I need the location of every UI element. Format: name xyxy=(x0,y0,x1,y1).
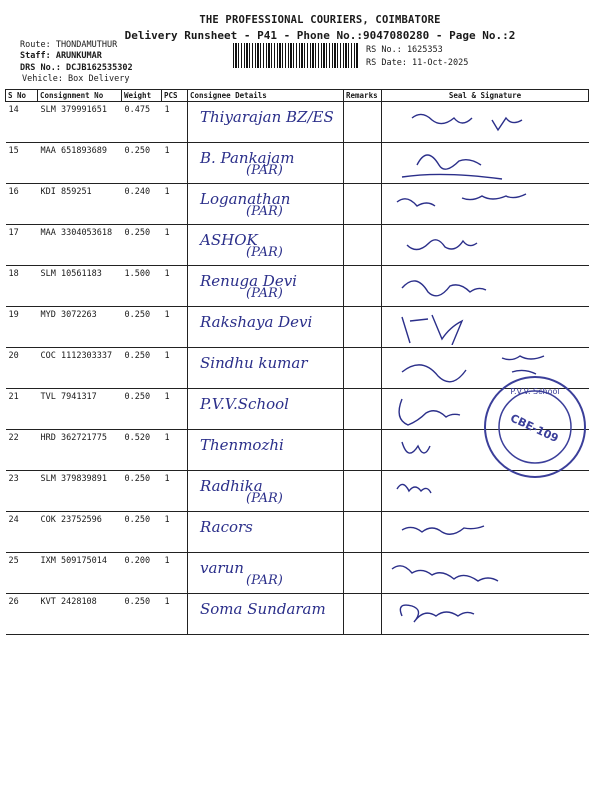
weight-cell: 0.200 xyxy=(122,553,162,594)
consignment-cell: SLM 379839891 xyxy=(38,471,122,512)
signature-scribble xyxy=(382,557,582,591)
consignee-cell xyxy=(188,471,344,512)
table-row xyxy=(6,102,589,143)
consignee-cell xyxy=(188,389,344,430)
signature-cell xyxy=(382,102,589,143)
signature-cell xyxy=(382,553,589,594)
signature-cell xyxy=(382,143,589,184)
weight-cell: 0.250 xyxy=(122,512,162,553)
par-note: (PAR) xyxy=(246,204,283,219)
signature-cell xyxy=(382,184,589,225)
pcs-cell: 1 xyxy=(162,471,188,512)
pcs-cell: 1 xyxy=(162,143,188,184)
pcs-cell: 1 xyxy=(162,307,188,348)
col-consignee-header: Consignee Details xyxy=(188,90,344,102)
consignment-cell: HRD 362721775 xyxy=(38,430,122,471)
table-row xyxy=(6,184,589,225)
weight-cell: 0.250 xyxy=(122,471,162,512)
table-row xyxy=(6,594,589,635)
weight-cell: 0.250 xyxy=(122,307,162,348)
consignee-cell xyxy=(188,512,344,553)
weight-cell: 0.250 xyxy=(122,594,162,635)
signature-scribble xyxy=(382,311,582,345)
sno-cell: 25 xyxy=(6,553,38,594)
staff-label: Staff: ARUNKUMAR xyxy=(20,51,102,61)
par-note: (PAR) xyxy=(246,286,283,301)
remarks-cell xyxy=(344,512,382,553)
weight-cell: 0.250 xyxy=(122,389,162,430)
consignee-cell xyxy=(188,143,344,184)
consignee-name: varun xyxy=(200,559,244,577)
consignee-cell xyxy=(188,102,344,143)
pcs-cell: 1 xyxy=(162,594,188,635)
school-seal-stamp xyxy=(480,372,590,482)
consignee-cell xyxy=(188,225,344,266)
table-row xyxy=(6,143,589,184)
barcode xyxy=(233,43,359,68)
consignment-cell: MAA 3304053618 xyxy=(38,225,122,266)
consignee-name: Radhika xyxy=(200,477,263,495)
runsheet-title: Delivery Runsheet - P41 - Phone No.:9047080280 - Page No.:2 xyxy=(124,29,516,42)
table-row xyxy=(6,307,589,348)
stamp-text: P.V.V. School xyxy=(510,387,560,396)
weight-cell: 0.240 xyxy=(122,184,162,225)
consignee-name: Thiyarajan BZ/ES xyxy=(200,108,334,126)
remarks-cell xyxy=(344,225,382,266)
table-header-row xyxy=(6,90,589,102)
remarks-cell xyxy=(344,430,382,471)
consignee-cell xyxy=(188,594,344,635)
weight-cell: 0.250 xyxy=(122,143,162,184)
col-consignment-header: Consignment No xyxy=(38,90,122,102)
col-pcs-header: PCS xyxy=(162,90,188,102)
consignment-cell: TVL 7941317 xyxy=(38,389,122,430)
consignment-cell: COC 1112303337 xyxy=(38,348,122,389)
pcs-cell: 1 xyxy=(162,225,188,266)
remarks-cell xyxy=(344,143,382,184)
remarks-cell xyxy=(344,594,382,635)
par-note: (PAR) xyxy=(246,573,283,588)
table-row xyxy=(6,266,589,307)
signature-scribble xyxy=(382,270,582,304)
signature-scribble xyxy=(382,147,582,181)
col-signature-header: Seal & Signature xyxy=(382,90,589,102)
signature-scribble xyxy=(382,516,582,550)
col-remarks-header: Remarks xyxy=(344,90,382,102)
rs-number: RS No.: 1625353 xyxy=(366,45,443,55)
company-title: THE PROFESSIONAL COURIERS, COIMBATORE xyxy=(199,14,441,26)
consignee-cell xyxy=(188,184,344,225)
consignment-cell: MYD 3072263 xyxy=(38,307,122,348)
pcs-cell: 1 xyxy=(162,184,188,225)
sno-cell: 24 xyxy=(6,512,38,553)
signature-scribble xyxy=(382,188,582,222)
sno-cell: 19 xyxy=(6,307,38,348)
par-note: (PAR) xyxy=(246,245,283,260)
pcs-cell: 1 xyxy=(162,266,188,307)
consignee-name: Soma Sundaram xyxy=(200,600,326,618)
sno-cell: 16 xyxy=(6,184,38,225)
consignee-name: Sindhu kumar xyxy=(200,354,308,372)
route-label: Route: THONDAMUTHUR xyxy=(20,40,118,50)
par-note: (PAR) xyxy=(246,163,283,178)
consignee-cell xyxy=(188,430,344,471)
weight-cell: 0.520 xyxy=(122,430,162,471)
sno-cell: 18 xyxy=(6,266,38,307)
sno-cell: 15 xyxy=(6,143,38,184)
par-note: (PAR) xyxy=(246,491,283,506)
remarks-cell xyxy=(344,266,382,307)
sno-cell: 22 xyxy=(6,430,38,471)
signature-cell xyxy=(382,266,589,307)
signature-scribble xyxy=(382,106,582,140)
signature-scribble xyxy=(382,229,582,263)
pcs-cell: 1 xyxy=(162,102,188,143)
weight-cell: 1.500 xyxy=(122,266,162,307)
table-row xyxy=(6,512,589,553)
consignment-cell: IXM 509175014 xyxy=(38,553,122,594)
signature-cell xyxy=(382,512,589,553)
drs-number: DRS No.: DCJB162535302 xyxy=(20,63,133,73)
sno-cell: 14 xyxy=(6,102,38,143)
stamp-code: CBE-109 xyxy=(508,411,561,446)
vehicle-label: Vehicle: Box Delivery xyxy=(22,74,130,84)
consignee-cell xyxy=(188,348,344,389)
col-sno-header: S No xyxy=(6,90,38,102)
remarks-cell xyxy=(344,184,382,225)
signature-scribble xyxy=(382,598,582,632)
consignment-cell: SLM 10561183 xyxy=(38,266,122,307)
signature-cell xyxy=(382,307,589,348)
consignment-cell: COK 23752596 xyxy=(38,512,122,553)
consignee-name: Renuga Devi xyxy=(200,272,297,290)
consignee-name: Rakshaya Devi xyxy=(200,313,313,331)
sno-cell: 20 xyxy=(6,348,38,389)
consignee-name: B. Pankajam xyxy=(200,149,295,167)
pcs-cell: 1 xyxy=(162,512,188,553)
runsheet-table xyxy=(5,89,589,635)
consignment-cell: KDI 859251 xyxy=(38,184,122,225)
consignment-cell: MAA 651893689 xyxy=(38,143,122,184)
signature-cell xyxy=(382,225,589,266)
consignee-name: Loganathan xyxy=(200,190,291,208)
table-row xyxy=(6,553,589,594)
pcs-cell: 1 xyxy=(162,553,188,594)
remarks-cell xyxy=(344,471,382,512)
consignment-cell: SLM 379991651 xyxy=(38,102,122,143)
remarks-cell xyxy=(344,348,382,389)
signature-cell xyxy=(382,594,589,635)
sno-cell: 21 xyxy=(6,389,38,430)
col-weight-header: Weight xyxy=(122,90,162,102)
weight-cell: 0.475 xyxy=(122,102,162,143)
remarks-cell xyxy=(344,307,382,348)
pcs-cell: 1 xyxy=(162,348,188,389)
pcs-cell: 1 xyxy=(162,389,188,430)
remarks-cell xyxy=(344,553,382,594)
consignee-cell xyxy=(188,266,344,307)
remarks-cell xyxy=(344,102,382,143)
remarks-cell xyxy=(344,389,382,430)
consignee-cell xyxy=(188,553,344,594)
sno-cell: 26 xyxy=(6,594,38,635)
sno-cell: 17 xyxy=(6,225,38,266)
sno-cell: 23 xyxy=(6,471,38,512)
consignee-name: Thenmozhi xyxy=(200,436,284,454)
consignment-cell: KVT 2428108 xyxy=(38,594,122,635)
table-row xyxy=(6,225,589,266)
weight-cell: 0.250 xyxy=(122,348,162,389)
consignee-name: ASHOK xyxy=(200,231,258,249)
consignee-name: P.V.V.School xyxy=(200,395,289,413)
consignee-name: Racors xyxy=(200,518,253,536)
pcs-cell: 1 xyxy=(162,430,188,471)
weight-cell: 0.250 xyxy=(122,225,162,266)
consignee-cell xyxy=(188,307,344,348)
rs-date: RS Date: 11-Oct-2025 xyxy=(366,58,469,68)
